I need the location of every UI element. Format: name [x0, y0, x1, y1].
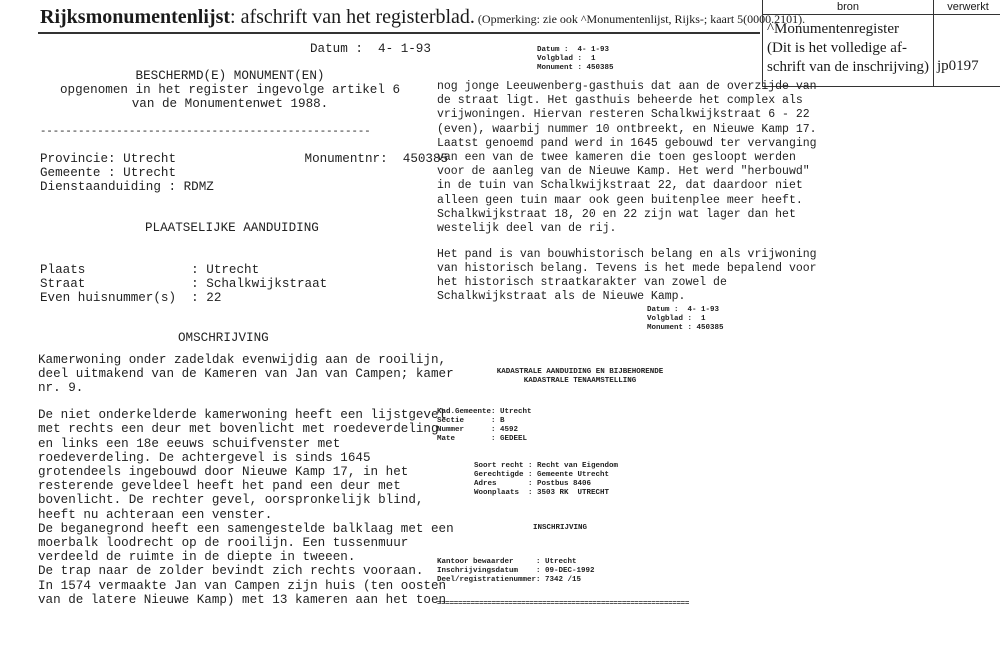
- text-line: in de tuin van Schalkwijkstraat 22, dat daardoor niet: [437, 179, 803, 193]
- text-line: bovenlicht. De rechter gevel, oorspronkelijk blind,: [38, 493, 424, 508]
- text-line: westelijk deel van de rij.: [437, 222, 617, 236]
- text-line: van de Monumentenwet 1988.: [131, 97, 329, 111]
- recht-block: [474, 462, 618, 498]
- text-line: Datum : 4- 1-93: [537, 46, 610, 54]
- text-line: alleen geen tuin maar ook geen buitenplee meer heeft.: [437, 193, 803, 207]
- text-line: Laatst genoemd pand werd in 1645 gebouwd ter vervanging: [437, 136, 817, 150]
- text-line: van de latere Nieuwe Kamp) met 13 kameren aan het toen: [38, 592, 447, 607]
- text-line: Schalkwijkstraat 18, 20 en 22 zijn wat lager dan het: [437, 207, 796, 221]
- document-title: [40, 6, 805, 29]
- text-line: De niet onderkelderde kamerwoning heeft een lijstgevel: [38, 408, 447, 423]
- bron-line: ^Monumentenregister: [767, 21, 900, 37]
- inschrijving-block: [437, 558, 595, 585]
- text-line: Dienstaanduiding : RDMZ: [40, 180, 214, 194]
- text-line: Kantoor bewaarder : Utrecht: [437, 558, 577, 566]
- text-line: Schalkwijkstraat als de Nieuwe Kamp.: [437, 290, 686, 304]
- bron-text[interactable]: [767, 20, 937, 77]
- col-verwerkt: verwerkt: [933, 0, 1000, 15]
- text-line: Woonplaats : 3503 RK UTRECHT: [474, 489, 610, 497]
- text-line: Even huisnummer(s) : 22: [40, 291, 222, 305]
- inschrijving-title: INSCHRIJVING: [533, 524, 588, 532]
- text-line: moerbalk loodrecht op de rooilijn. Een tussenmuur: [38, 536, 409, 551]
- text-line: de straat ligt. Het gasthuis beheerde het complex als: [437, 94, 803, 108]
- plaats-block: [40, 263, 327, 305]
- text-line: van historisch belang. Tevens is het mede bepalend voor: [437, 261, 817, 275]
- datum: Datum : 4- 1-93: [310, 42, 431, 56]
- kadastraal-title: [460, 368, 700, 386]
- text-line: Sectie : B: [437, 417, 505, 425]
- text-line: De beganegrond heeft een samengestelde balklaag met een: [38, 521, 454, 536]
- omschrijving-title: OMSCHRIJVING: [178, 331, 269, 345]
- text-line: (even), waarbij nummer 10 ontbreekt, en Nieuwe Kamp 17.: [437, 122, 817, 136]
- text-line: KADASTRALE AANDUIDING EN BIJBEHORENDE: [496, 368, 664, 376]
- bron-line: (Dit is het volledige af-: [767, 40, 907, 56]
- text-line: met rechts een deur met bovenlicht met roedeverdeling: [38, 422, 439, 437]
- title-bold: Rijksmonumentenlijst: [40, 6, 231, 28]
- text-line: Deel/registratienummer: 7342 /15: [437, 576, 582, 584]
- dashes: ----------------------------------------------------: [40, 126, 371, 138]
- source-box: [762, 0, 1000, 87]
- text-line: Mate : GEDEEL: [437, 435, 528, 443]
- title-rule: [38, 32, 760, 34]
- text-line: en links een 18e eeuws schuifvenster met: [38, 436, 341, 451]
- text-line: vrijwoningen. Hiervan resteren Schalkwijkstraat 6 - 22: [437, 108, 810, 122]
- text-line: Het pand is van bouwhistorisch belang en als vrijwoning: [437, 247, 817, 261]
- text-line: In 1574 vermaakte Jan van Campen zijn huis (ten oosten: [38, 578, 447, 593]
- title-rest: : afschrift van het registerblad.: [230, 6, 475, 28]
- text-line: verdeeld de ruimte in de diepte in tweeen.: [38, 550, 356, 565]
- text-line: [38, 396, 454, 409]
- admin-block: [40, 152, 448, 194]
- text-line: Datum : 4- 1-93: [647, 306, 720, 314]
- verwerkt-code: jp0197: [937, 58, 979, 74]
- text-line: Adres : Postbus 8406: [474, 480, 592, 488]
- omschrijving-block: [38, 353, 454, 607]
- text-line: het historisch straatkarakter van zowel de: [437, 276, 727, 290]
- text-line: voor de aanleg van de Nieuwe Kamp. Het werd "herbouwd": [437, 165, 810, 179]
- text-line: Gemeente : Utrecht: [40, 166, 177, 180]
- plaats-title: PLAATSELIJKE AANDUIDING: [145, 221, 319, 235]
- text-line: Inschrijvingsdatum : 09-DEC-1992: [437, 567, 595, 575]
- text-line: deel uitmakend van de Kameren van Jan van Campen; kamer: [38, 367, 454, 382]
- text-line: Volgblad : 1: [537, 55, 596, 63]
- text-line: Monument : 450385: [537, 64, 614, 72]
- text-line: grotendeels ingebouwd door Nieuwe Kamp 17, in het: [38, 465, 409, 480]
- col-bron: bron: [763, 0, 933, 15]
- text-line: BESCHERMD(E) MONUMENT(EN): [135, 69, 325, 83]
- text-line: Nummer : 4592: [437, 426, 519, 434]
- text-line: Plaats : Utrecht: [40, 263, 260, 277]
- heading-block: [40, 69, 420, 111]
- text-line: Monument : 450385: [647, 324, 724, 332]
- text-line: heeft nu achteraan een venster.: [38, 507, 273, 522]
- kadastraal-block: [437, 408, 532, 444]
- text-line: opgenomen in het register ingevolge artikel 6: [59, 83, 401, 97]
- text-line: resterende geveldeel heeft het pand een deur met: [38, 479, 401, 494]
- text-line: KADASTRALE TENAAMSTELLING: [523, 377, 637, 385]
- text-line: [437, 236, 817, 248]
- text-line: Provincie: Utrecht Monumentnr: 450385: [40, 152, 449, 166]
- text-line: nr. 9.: [38, 381, 84, 396]
- meta-block-1: [537, 46, 614, 73]
- description-continued: [437, 80, 817, 305]
- bron-line: schrift van de inschrijving): [767, 59, 930, 75]
- text-line: Kad.Gemeente: Utrecht: [437, 408, 532, 416]
- text-line: Kamerwoning onder zadeldak evenwijdig aan de rooilijn,: [38, 353, 447, 367]
- text-line: Gerechtigde : Gemeente Utrecht: [474, 471, 610, 479]
- text-line: roedeverdeling. De achtergevel is sinds 1645: [38, 450, 371, 465]
- text-line: nog jonge Leeuwenberg-gasthuis dat aan de overzijde van: [437, 80, 817, 93]
- title-note: (Opmerking: zie ook ^Monumentenlijst, Rijks-; kaart 5(0000.2101).: [474, 12, 806, 26]
- text-line: van een van de twee kameren die toen gesloopt werden: [437, 151, 796, 165]
- text-line: Straat : Schalkwijkstraat: [40, 277, 328, 291]
- text-line: Soort recht : Recht van Eigendom: [474, 462, 619, 470]
- text-line: De trap naar de zolder bevindt zich rechts vooraan.: [38, 564, 424, 579]
- meta-block-2: [647, 306, 724, 333]
- bottom-dashes: ============================================================: [437, 600, 690, 608]
- text-line: Volgblad : 1: [647, 315, 706, 323]
